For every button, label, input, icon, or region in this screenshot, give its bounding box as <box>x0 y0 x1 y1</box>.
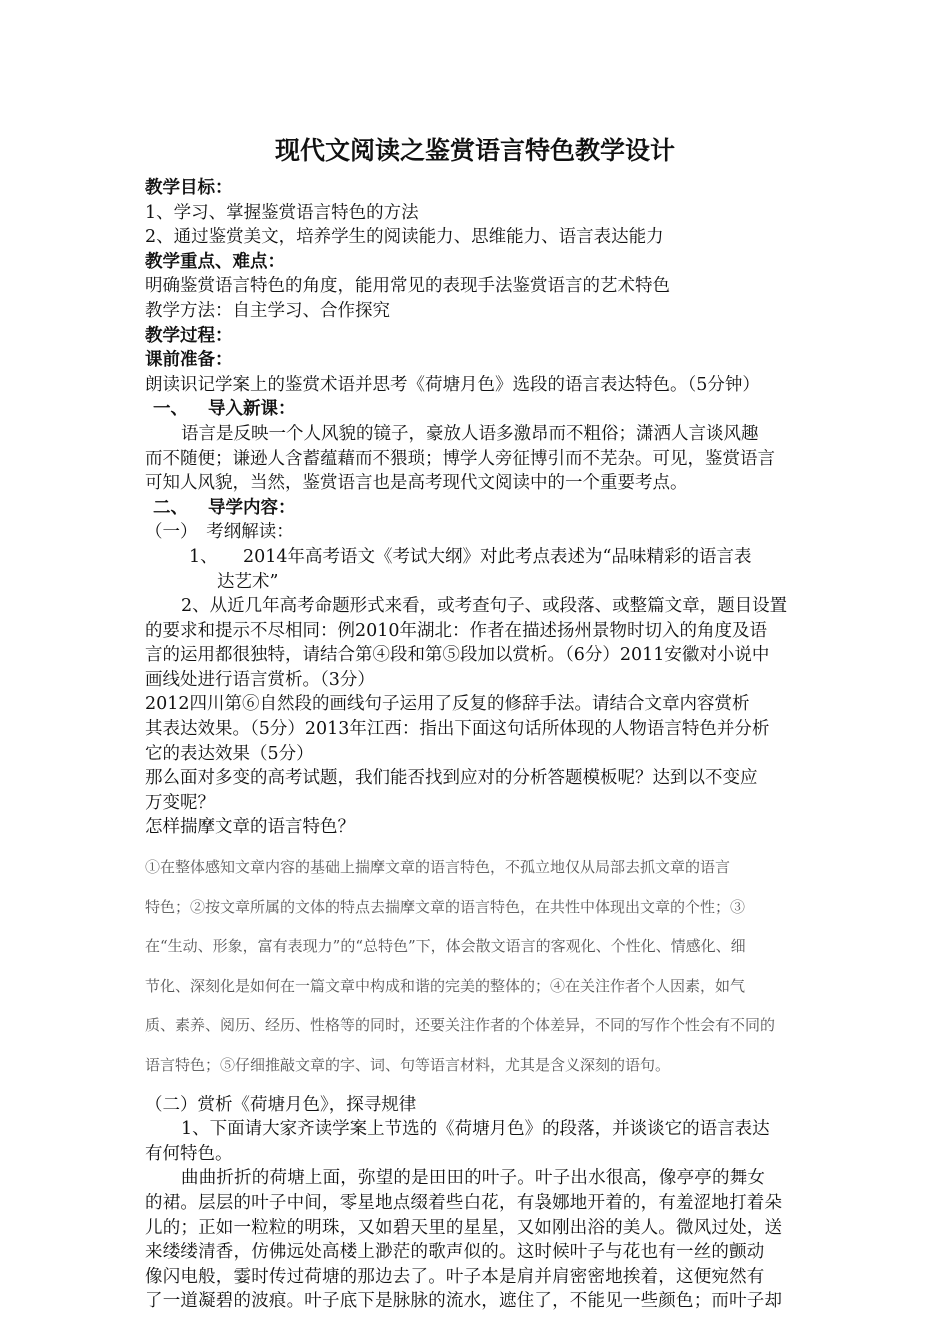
key-points-text: 明确鉴赏语言特色的角度，能用常见的表现手法鉴赏语言的艺术特色 <box>145 276 670 297</box>
sub2-intro-line: 有何特色。 <box>145 1143 233 1164</box>
syllabus-line: 2、从近几年高考命题形式来看，或考查句子、或段落、或整篇文章，题目设置 <box>181 596 788 617</box>
tips-line: ①在整体感知文章内容的基础上揣摩文章的语言特色，不孤立地仅从局部去抓文章的语言 <box>145 858 731 877</box>
sub2-label: （二）赏析《荷塘月色》，探寻规律 <box>145 1094 417 1115</box>
syllabus-item-1-text: 2014年高考语文《考试大纲》对此考点表述为“品味精彩的语言表 <box>243 546 752 567</box>
sub2-intro-line: 1、下面请大家齐读学案上节选的《荷塘月色》的段落，并谈谈它的语言表达 <box>181 1119 770 1140</box>
section2-heading <box>145 496 810 521</box>
passage-line: 了一道凝碧的波痕。叶子底下是脉脉的流水，遮住了，不能见一些颜色；而叶子却 <box>145 1291 783 1312</box>
syllabus-line: 2012四川第⑥自然段的画线句子运用了反复的修辞手法。请结合文章内容赏析 <box>145 694 750 715</box>
passage-line: 儿的；正如一粒粒的明珠，又如碧天里的星星，又如刚出浴的美人。微风过处，送 <box>145 1217 783 1238</box>
tips-line: 特色；②按文章所属的文体的特点去揣摩文章的语言特色，在共性中体现出文章的个性；③ <box>145 897 746 916</box>
tips-line: 节化、深刻化是如何在一篇文章中构成和谐的完美的整体的；④在关注作者个人因素，如气 <box>145 976 746 995</box>
syllabus-line: 万变呢？ <box>145 792 215 813</box>
syllabus-line: 画线处进行语言赏析。（3分） <box>145 669 375 690</box>
teaching-method: 教学方法：自主学习、合作探究 <box>145 300 390 321</box>
tips-line: 质、素养、阅历、经历、性格等的同时，还要关注作者的个体差异，不同的写作个性会有不同的 <box>145 1016 776 1035</box>
section1-line: 语言是反映一个人风貌的镜子，豪放人语多激昂而不粗俗；潇洒人言谈风趣 <box>181 423 759 444</box>
syllabus-line: 那么面对多变的高考试题，我们能否找到应对的分析答题模板呢？达到以不变应 <box>145 768 758 789</box>
section2-number: 二、 <box>153 497 188 518</box>
section2-title: 导学内容： <box>208 497 296 518</box>
syllabus-line: 它的表达效果（5分） <box>145 743 314 764</box>
passage-line: 曲曲折折的荷塘上面，弥望的是田田的叶子。叶子出水很高，像亭亭的舞女 <box>181 1168 766 1189</box>
prep-text: 朗读识记学案上的鉴赏术语并思考《荷塘月色》选段的语言表达特色。（5分钟） <box>145 374 760 395</box>
syllabus-item-1 <box>145 545 810 570</box>
tips-line: 语言特色；⑤仔细推敲文章的字、词、句等语言材料，尤其是含义深刻的语句。 <box>145 1056 671 1074</box>
syllabus-line: 的要求和提示不尽相同：例2010年湖北：作者在描述扬州景物时切入的角度及语 <box>145 620 768 641</box>
passage-line: 的裙。层层的叶子中间，零星地点缀着些白花，有袅娜地开着的，有羞涩地打着朵 <box>145 1192 783 1213</box>
goal-item: 1、学习、掌握鉴赏语言特色的方法 <box>145 202 419 223</box>
key-points-heading: 教学重点、难点： <box>145 251 285 272</box>
syllabus-line: 言的运用都很独特，请结合第④段和第⑤段加以赏析。（6分）2011安徽对小说中 <box>145 645 770 666</box>
syllabus-line: 怎样揣摩文章的语言特色？ <box>145 817 355 838</box>
section1-line: 而不随便；谦逊人含蓄蕴藉而不猥琐；博学人旁征博引而不芜杂。可见，鉴赏语言 <box>145 448 775 469</box>
document-body <box>145 176 810 1314</box>
tips-line: 在“生动、形象，富有表现力”的“总特色”下，体会散文语言的客观化、个性化、情感化、细 <box>145 937 746 956</box>
process-heading: 教学过程： <box>145 325 233 346</box>
section1-heading <box>145 397 810 422</box>
section1-title: 导入新课： <box>208 399 296 420</box>
syllabus-item-1-cont: 达艺术” <box>217 571 279 592</box>
goal-item: 2、通过鉴赏美文，培养学生的阅读能力、思维能力、语言表达能力 <box>145 227 664 248</box>
document-title: 现代文阅读之鉴赏语言特色教学设计 <box>274 136 675 165</box>
syllabus-line: 其表达效果。（5分）2013年江西：指出下面这句话所体现的人物语言特色并分析 <box>145 719 770 740</box>
goals-heading: 教学目标： <box>145 178 233 198</box>
sub1-label: （一） 考纲解读： <box>145 522 294 543</box>
prep-heading: 课前准备： <box>145 350 233 371</box>
syllabus-item-1-number: 1、 <box>189 546 218 567</box>
section1-line: 可知人风貌，当然，鉴赏语言也是高考现代文阅读中的一个重要考点。 <box>145 473 688 494</box>
passage-line: 来缕缕清香，仿佛远处高楼上渺茫的歌声似的。这时候叶子与花也有一丝的颤动 <box>145 1242 765 1263</box>
section1-number: 一、 <box>153 399 188 420</box>
passage-line: 像闪电般，霎时传过荷塘的那边去了。叶子本是肩并肩密密地挨着，这便宛然有 <box>145 1266 765 1287</box>
